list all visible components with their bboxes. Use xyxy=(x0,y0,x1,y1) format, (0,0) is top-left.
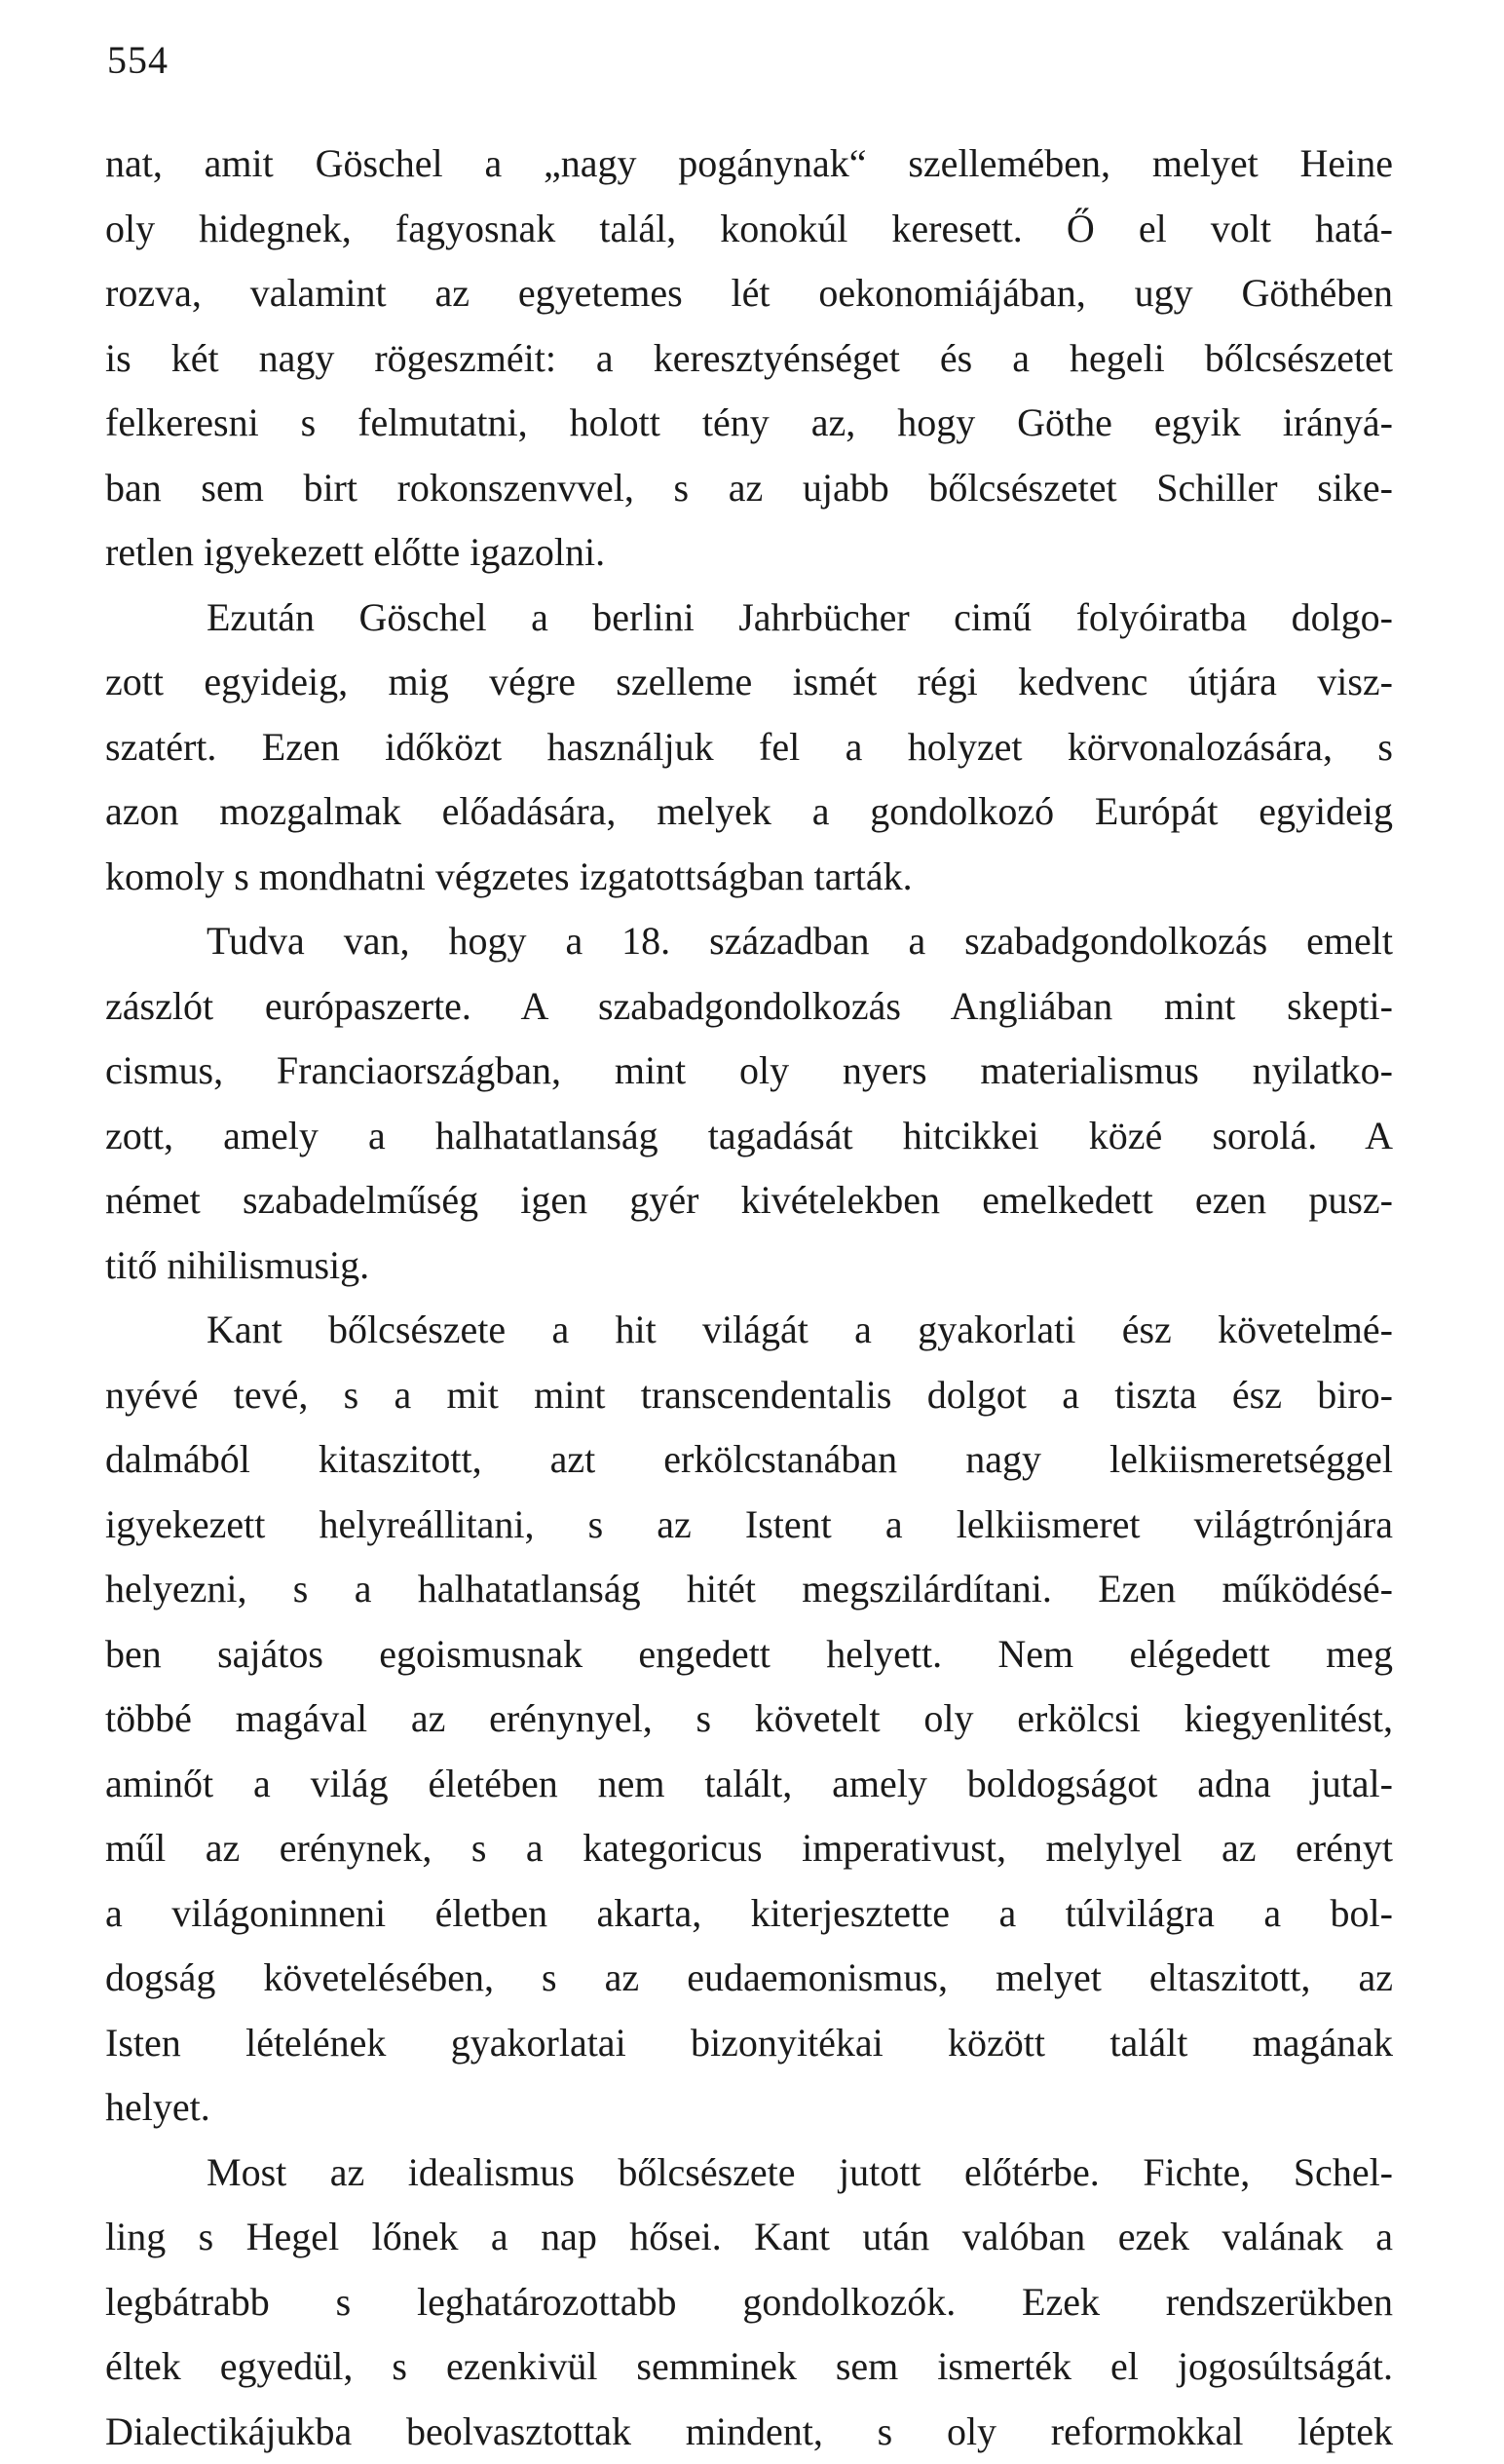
text-line: oly hidegnek, fagyosnak talál, konokúl keresett. Ő el volt hatá- xyxy=(105,197,1393,262)
text-line: nyévé tevé, s a mit mint transcendentalis dolgot a tiszta ész biro- xyxy=(105,1363,1393,1428)
text-line: helyezni, s a halhatatlanság hitét megszilárdítani. Ezen működésé- xyxy=(105,1557,1393,1622)
text-line: Kant bőlcsészete a hit világát a gyakorlati ész követelmé- xyxy=(105,1298,1393,1363)
text-line: dalmából kitaszitott, azt erkölcstanában nagy lelkiismeretséggel xyxy=(105,1427,1393,1493)
text-line: ben sajátos egoismusnak engedett helyett. Nem elégedett meg xyxy=(105,1622,1393,1687)
text-line: éltek egyedül, s ezenkivül semminek sem ismerték el jogosúltságát. xyxy=(105,2334,1393,2400)
text-line: legbátrabb s leghatározottabb gondolkozók. Ezek rendszerükben xyxy=(105,2270,1393,2335)
text-line: zászlót európaszerte. A szabadgondolkozás Angliában mint skepti- xyxy=(105,974,1393,1040)
body-text xyxy=(105,132,1393,2464)
text-line: nat, amit Göschel a „nagy pogánynak“ szellemében, melyet Heine xyxy=(105,132,1393,197)
text-line: zott egyideig, mig végre szelleme ismét régi kedvenc útjára visz- xyxy=(105,650,1393,715)
text-line: Most az idealismus bőlcsészete jutott előtérbe. Fichte, Schel- xyxy=(105,2141,1393,2206)
text-line: a világoninneni életben akarta, kiterjesztette a túlvilágra a bol- xyxy=(105,1881,1393,1947)
text-line: retlen igyekezett előtte igazolni. xyxy=(105,520,1393,586)
text-line: aminőt a világ életében nem talált, amely boldogságot adna jutal- xyxy=(105,1752,1393,1817)
text-line: is két nagy rögeszméit: a keresztyénséget és a hegeli bőlcsészetet xyxy=(105,326,1393,392)
text-line: felkeresni s felmutatni, holott tény az, hogy Göthe egyik irányá- xyxy=(105,391,1393,456)
text-line: dogság követelésében, s az eudaemonismus, melyet eltaszitott, az xyxy=(105,1946,1393,2011)
text-line: cismus, Franciaországban, mint oly nyers materialismus nyilatko- xyxy=(105,1039,1393,1104)
text-line: műl az erénynek, s a kategoricus imperativust, melylyel az erényt xyxy=(105,1816,1393,1881)
text-line: azon mozgalmak előadására, melyek a gondolkozó Európát egyideig xyxy=(105,779,1393,845)
text-line: zott, amely a halhatatlanság tagadását hitcikkei közé sorolá. A xyxy=(105,1104,1393,1169)
text-line: német szabadelműség igen gyér kivételekben emelkedett ezen pusz- xyxy=(105,1168,1393,1233)
page-number: 554 xyxy=(107,37,169,83)
text-line: többé magával az erénynyel, s követelt oly erkölcsi kiegyenlitést, xyxy=(105,1687,1393,1752)
text-line: Isten lételének gyakorlatai bizonyitékai között talált magának xyxy=(105,2011,1393,2076)
text-line: komoly s mondhatni végzetes izgatottságban tarták. xyxy=(105,845,1393,910)
text-line: igyekezett helyreállitani, s az Istent a lelkiismeret világtrónjára xyxy=(105,1493,1393,1558)
text-line: titő nihilismusig. xyxy=(105,1233,1393,1299)
text-line: szatért. Ezen időközt használjuk fel a holyzet körvonalozására, s xyxy=(105,715,1393,780)
text-line: ban sem birt rokonszenvvel, s az ujabb bőlcsészetet Schiller sike- xyxy=(105,456,1393,521)
text-line: ling s Hegel lőnek a nap hősei. Kant után valóban ezek valának a xyxy=(105,2205,1393,2270)
text-line: helyet. xyxy=(105,2075,1393,2141)
text-line: Ezután Göschel a berlini Jahrbücher cimű folyóiratba dolgo- xyxy=(105,586,1393,651)
text-line: rozva, valamint az egyetemes lét oekonomiájában, ugy Göthében xyxy=(105,261,1393,326)
text-line: Dialectikájukba beolvasztottak mindent, s oly reformokkal léptek xyxy=(105,2400,1393,2464)
text-line: Tudva van, hogy a 18. században a szabadgondolkozás emelt xyxy=(105,909,1393,974)
